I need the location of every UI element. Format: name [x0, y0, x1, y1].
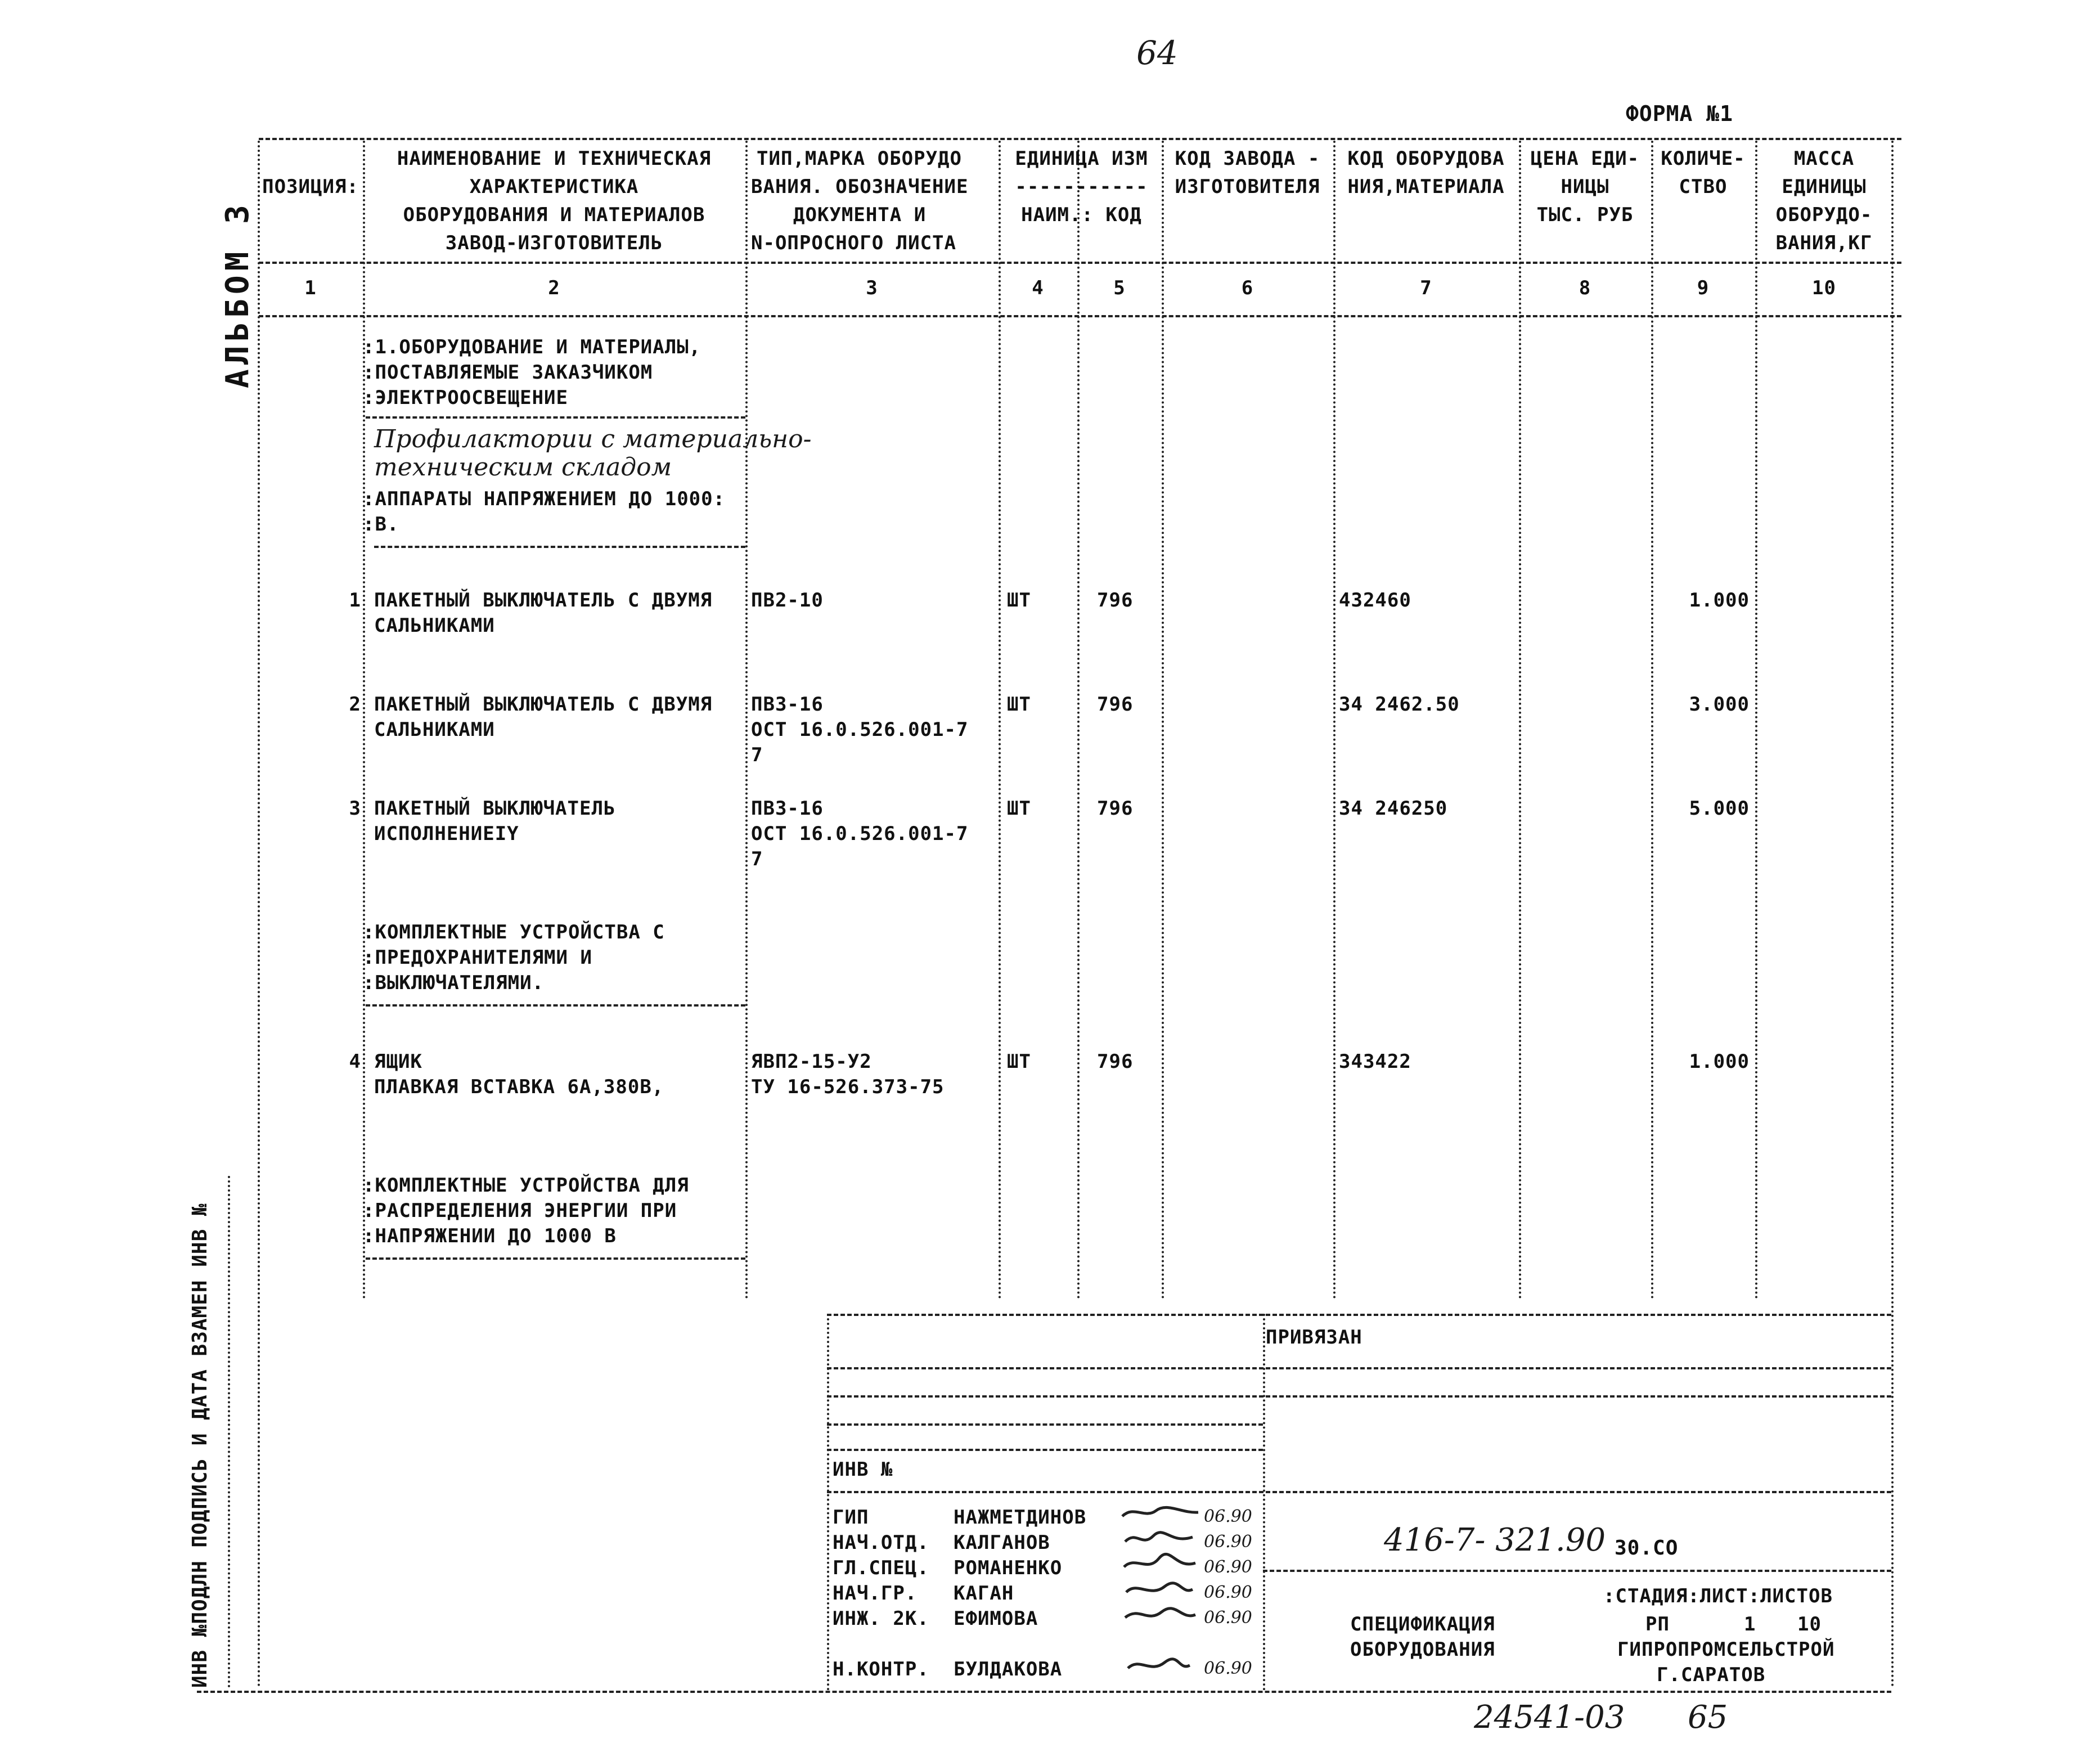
form-label: ФОРМА №1	[1626, 101, 1734, 126]
header-col2-line1: НАИМЕНОВАНИЕ И ТЕХНИЧЕСКАЯ	[397, 147, 712, 170]
col-number-3: 3	[866, 277, 878, 299]
stage-header: :СТАДИЯ:ЛИСТ:ЛИСТОВ	[1603, 1585, 1833, 1607]
header-col8-line1: ЦЕНА ЕДИ-	[1530, 147, 1640, 170]
row-3-type-line3: 7	[751, 848, 763, 870]
section-5-underline	[366, 1257, 745, 1260]
signer-3-date: 06.90	[1204, 1557, 1252, 1577]
page-number-top: 64	[1136, 34, 1178, 72]
signer-2-date: 06.90	[1204, 1532, 1252, 1552]
section-1-underline	[366, 416, 745, 419]
signer-6-role: Н.КОНТР.	[833, 1658, 929, 1681]
section-1-line1: :1.ОБОРУДОВАНИЕ И МАТЕРИАЛЫ,	[363, 336, 702, 358]
header-col6-line2: ИЗГОТОВИТЕЛЯ	[1175, 176, 1320, 198]
header-unit-line3: НАИМ.: КОД	[1021, 204, 1142, 226]
col-number-7: 7	[1420, 277, 1432, 299]
col-number-1: 1	[304, 277, 317, 299]
header-unit-line2: -----------	[1015, 176, 1148, 198]
doc-number: 416-7- 321.90	[1384, 1522, 1606, 1558]
row-1-unit: ШТ	[1007, 589, 1031, 612]
col-number-5: 5	[1113, 277, 1126, 299]
row-3-qty: 5.000	[1689, 797, 1750, 820]
row-2-type-line1: ПВ3-16	[751, 693, 824, 716]
col-number-8: 8	[1579, 277, 1591, 299]
row-4-name-line2: ПЛАВКАЯ ВСТАВКА 6А,380В,	[374, 1076, 664, 1098]
header-unit-line1: ЕДИНИЦА ИЗМ	[1015, 147, 1148, 170]
col-divider-3	[999, 141, 1001, 1300]
header-col3-line4: N-ОПРОСНОГО ЛИСТА	[751, 232, 956, 254]
header-col9-line2: СТВО	[1679, 176, 1728, 198]
signer-4-name: КАГАН	[954, 1582, 1014, 1605]
header-col1: ПОЗИЦИЯ:	[262, 176, 359, 198]
header-col10-line3: ОБОРУДО-	[1775, 204, 1873, 226]
album-label: АЛЬБОМ 3	[219, 200, 256, 388]
row-2-type-line2: ОСТ 16.0.526.001-7	[751, 718, 969, 741]
signer-3-name: РОМАНЕНКО	[954, 1557, 1063, 1579]
row-3-name-line1: ПАКЕТНЫЙ ВЫКЛЮЧАТЕЛЬ	[374, 797, 616, 820]
signer-1-name: НАЖМЕТДИНОВ	[954, 1506, 1087, 1529]
header-col2-line2: ХАРАКТЕРИСТИКА	[469, 176, 639, 198]
titleblock-line-2	[827, 1367, 1891, 1369]
header-col8-line2: НИЦЫ	[1561, 176, 1609, 198]
section-4-line2: :ПРЕДОХРАНИТЕЛЯМИ И	[363, 946, 592, 969]
titleblock-line-6	[827, 1491, 1891, 1493]
org-name: ГИПРОПРОМСЕЛЬСТРОЙ	[1617, 1638, 1835, 1661]
table-right-border	[1891, 141, 1894, 1688]
col-number-10: 10	[1812, 277, 1836, 299]
side-stamp-text: ИНВ №ПОДЛН ПОДПИСЬ И ДАТА ВЗАМЕН ИНВ №	[188, 1203, 212, 1688]
section-4-line3: :ВЫКЛЮЧАТЕЛЯМИ.	[363, 972, 545, 994]
header-col7-line2: НИЯ,МАТЕРИАЛА	[1347, 176, 1505, 198]
col-number-9: 9	[1697, 277, 1710, 299]
table-left-border	[258, 141, 260, 1688]
doc-suffix: 30.СО	[1615, 1537, 1679, 1560]
header-col3-line3: ДОКУМЕНТА И	[793, 204, 927, 226]
row-4-type-line2: ТУ 16-526.373-75	[751, 1076, 945, 1098]
titleblock-line-4	[827, 1423, 1263, 1426]
signer-3-role: ГЛ.СПЕЦ.	[833, 1557, 929, 1579]
header-col3-line1: ТИП,МАРКА ОБОРУДО	[757, 147, 962, 170]
signer-1-role: ГИП	[833, 1506, 869, 1529]
row-2-equip-code: 34 2462.50	[1339, 693, 1460, 716]
row-2-unit-code: 796	[1097, 693, 1134, 716]
numbers-divider-line	[259, 315, 1901, 317]
row-2-name-line1: ПАКЕТНЫЙ ВЫКЛЮЧАТЕЛЬ С ДВУМЯ	[374, 693, 713, 716]
header-col2-line3: ОБОРУДОВАНИЯ И МАТЕРИАЛОВ	[403, 204, 705, 226]
row-3-pos: 3	[349, 797, 361, 820]
col-divider-8	[1651, 141, 1653, 1300]
row-2-type-line3: 7	[751, 744, 763, 766]
row-2-unit: ШТ	[1007, 693, 1031, 716]
side-stamp-divider	[228, 1176, 230, 1688]
titleblock-mid-border	[1263, 1314, 1265, 1691]
row-1-name-line2: САЛЬНИКАМИ	[374, 614, 495, 637]
header-col10-line2: ЕДИНИЦЫ	[1782, 176, 1867, 198]
signer-5-date: 06.90	[1204, 1608, 1252, 1628]
row-3-unit-code: 796	[1097, 797, 1134, 820]
header-col7-line1: КОД ОБОРУДОВА	[1347, 147, 1505, 170]
doc-title-line2: ОБОРУДОВАНИЯ	[1350, 1638, 1495, 1661]
col-divider-4	[1077, 141, 1080, 1300]
row-1-qty: 1.000	[1689, 589, 1750, 612]
row-4-equip-code: 343422	[1339, 1050, 1411, 1073]
table-top-line	[259, 138, 1901, 140]
header-col10-line4: ВАНИЯ,КГ	[1775, 232, 1873, 254]
section-3-underline	[374, 546, 745, 548]
section-4-line1: :КОМПЛЕКТНЫЕ УСТРОЙСТВА С	[363, 921, 665, 944]
col-divider-6	[1333, 141, 1335, 1300]
row-4-pos: 4	[349, 1050, 361, 1073]
signer-1-date: 06.90	[1204, 1507, 1252, 1526]
titleblock-line-3	[827, 1395, 1891, 1398]
section-3-line1: :АППАРАТЫ НАПРЯЖЕНИЕМ ДО 1000:	[363, 488, 726, 510]
titleblock-line-5	[827, 1449, 1263, 1451]
signer-5-role: ИНЖ. 2К.	[833, 1607, 929, 1630]
bottom-page-number: 65	[1688, 1699, 1728, 1736]
col-divider-1	[363, 141, 365, 1300]
signer-6-date: 06.90	[1204, 1659, 1252, 1678]
signer-4-date: 06.90	[1204, 1583, 1252, 1602]
col-number-2: 2	[548, 277, 560, 299]
titleblock-top-line	[827, 1314, 1891, 1316]
col-number-6: 6	[1241, 277, 1254, 299]
header-col3-line2: ВАНИЯ. ОБОЗНАЧЕНИЕ	[751, 176, 969, 198]
section-5-line1: :КОМПЛЕКТНЫЕ УСТРОЙСТВА ДЛЯ	[363, 1174, 689, 1197]
signer-6-name: БУЛДАКОВА	[954, 1658, 1063, 1681]
header-col6-line1: КОД ЗАВОДА -	[1175, 147, 1320, 170]
row-4-unit: ШТ	[1007, 1050, 1031, 1073]
col-divider-7	[1519, 141, 1521, 1300]
header-divider-line	[259, 262, 1901, 264]
header-col2-line4: ЗАВОД-ИЗГОТОВИТЕЛЬ	[445, 232, 663, 254]
row-2-name-line2: САЛЬНИКАМИ	[374, 718, 495, 741]
row-3-unit: ШТ	[1007, 797, 1031, 820]
row-3-type-line2: ОСТ 16.0.526.001-7	[751, 823, 969, 845]
row-4-name-line1: ЯЩИК	[374, 1050, 422, 1073]
sheets-value: 10	[1797, 1613, 1822, 1636]
signer-2-role: НАЧ.ОТД.	[833, 1531, 929, 1554]
row-4-unit-code: 796	[1097, 1050, 1134, 1073]
city-name: Г.САРАТОВ	[1657, 1664, 1766, 1686]
header-col9-line1: КОЛИЧЕ-	[1661, 147, 1746, 170]
row-2-qty: 3.000	[1689, 693, 1750, 716]
section-5-line3: :НАПРЯЖЕНИИ ДО 1000 В	[363, 1225, 617, 1247]
row-3-equip-code: 34 246250	[1339, 797, 1448, 820]
col-number-4: 4	[1032, 277, 1044, 299]
section-4-underline	[366, 1004, 745, 1007]
signer-5-name: ЕФИМОВА	[954, 1607, 1038, 1630]
doc-title-line1: СПЕЦИФИКАЦИЯ	[1350, 1613, 1495, 1636]
col-divider-2	[745, 141, 748, 1300]
row-1-equip-code: 432460	[1339, 589, 1411, 612]
header-col8-line3: ТЫС. РУБ	[1536, 204, 1634, 226]
section-handwritten-line2: техническим складом	[374, 453, 672, 482]
titleblock-left-border	[827, 1314, 829, 1691]
row-4-type-line1: ЯВП2-15-У2	[751, 1050, 872, 1073]
section-3-line2: :В.	[363, 513, 399, 536]
inv-label: ИНВ №	[833, 1458, 893, 1481]
signer-2-name: КАЛГАНОВ	[954, 1531, 1050, 1554]
row-4-qty: 1.000	[1689, 1050, 1750, 1073]
col-divider-5	[1162, 141, 1164, 1300]
row-2-pos: 2	[349, 693, 361, 716]
section-5-line2: :РАСПРЕДЕЛЕНИЯ ЭНЕРГИИ ПРИ	[363, 1200, 677, 1222]
row-1-pos: 1	[349, 589, 361, 612]
row-1-name-line1: ПАКЕТНЫЙ ВЫКЛЮЧАТЕЛЬ С ДВУМЯ	[374, 589, 713, 612]
row-3-name-line2: ИСПОЛНЕНИЕIY	[374, 823, 519, 845]
page-bottom-line	[197, 1691, 1891, 1693]
row-3-type-line1: ПВ3-16	[751, 797, 824, 820]
privyazan-label: ПРИВЯЗАН	[1266, 1326, 1362, 1349]
section-handwritten-line1: Профилактории с материально-	[374, 425, 812, 453]
row-1-type-line1: ПВ2-10	[751, 589, 824, 612]
header-col10-line1: МАССА	[1793, 147, 1855, 170]
col-divider-9	[1755, 141, 1757, 1300]
titleblock-line-7	[1263, 1570, 1891, 1572]
row-1-unit-code: 796	[1097, 589, 1134, 612]
bottom-number: 24541-03	[1474, 1699, 1625, 1736]
section-1-line3: :ЭЛЕКТРООСВЕЩЕНИЕ	[363, 387, 568, 409]
signer-4-role: НАЧ.ГР.	[833, 1582, 918, 1605]
signatures-drawing	[1119, 1502, 1204, 1682]
sheet-value: 1	[1744, 1613, 1756, 1636]
stage-value: РП	[1645, 1613, 1670, 1636]
section-1-line2: :ПОСТАВЛЯЕМЫЕ ЗАКАЗЧИКОМ	[363, 361, 653, 384]
